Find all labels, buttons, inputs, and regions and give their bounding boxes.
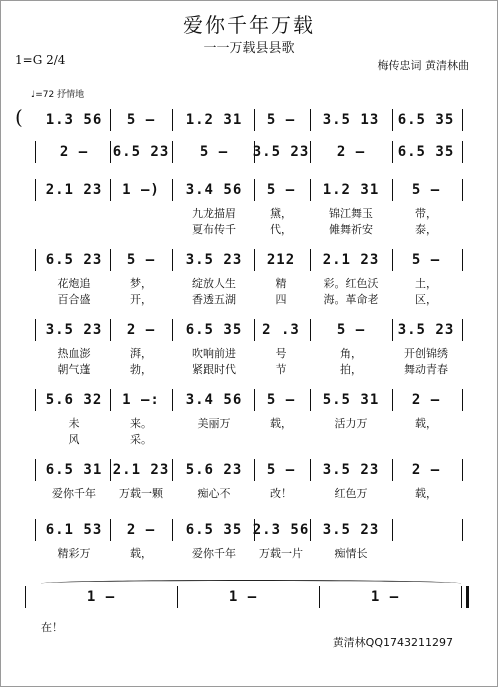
measure: 3.5 23	[322, 522, 380, 538]
measure: 3.5 23	[185, 252, 243, 268]
barline	[462, 179, 463, 201]
lyric: 吹响前进	[192, 347, 236, 360]
lyric: 节	[275, 363, 287, 376]
lyrics-line-2	[1, 431, 499, 447]
barline	[310, 459, 311, 481]
lyric: 来。	[130, 417, 152, 430]
measure: 2.1 23	[112, 462, 170, 478]
barline	[35, 459, 36, 481]
lyrics-line-1	[1, 485, 499, 501]
intro-paren: (	[15, 105, 23, 129]
lyric: 黛，	[270, 207, 292, 220]
measure	[393, 517, 459, 543]
lyric: 土，	[415, 277, 437, 290]
notes-row	[1, 517, 499, 543]
lyric: 彩。红色沃	[323, 277, 379, 290]
measure: 5 –	[266, 392, 296, 408]
lyric: 泰，	[415, 223, 437, 236]
lyric: 锦江舞玉	[329, 207, 373, 220]
measure: 5 –	[411, 252, 441, 268]
notes-row	[1, 457, 499, 483]
barline	[35, 319, 36, 341]
measure: 2.3 56	[252, 522, 310, 538]
final-barline	[461, 586, 462, 608]
final-barline-thick	[466, 586, 469, 608]
lyric: 精彩万	[57, 547, 91, 560]
barline	[462, 249, 463, 271]
barline	[172, 141, 173, 163]
measure: 5 –	[126, 252, 156, 268]
credits: 梅传忠词 黄清林曲	[377, 59, 469, 72]
barline	[35, 141, 36, 163]
lyric: 载，	[415, 487, 437, 500]
barline	[177, 586, 178, 608]
measure: 3.4 56	[185, 392, 243, 408]
lyric: 活力万	[334, 417, 368, 430]
measure: 6.5 35	[397, 144, 455, 160]
lyric: 带，	[415, 207, 437, 220]
lyric: 紧跟时代	[192, 363, 236, 376]
measure: 5 –	[266, 112, 296, 128]
lyrics-line-2	[1, 561, 499, 577]
lyrics-line-2	[1, 501, 499, 517]
measure: 1.2 31	[185, 112, 243, 128]
lyric: 热血澎	[57, 347, 91, 360]
lyric: 海。革命老	[323, 293, 379, 306]
key-signature: 1=G 2/4	[15, 53, 66, 67]
barline	[110, 249, 111, 271]
measure: 5.5 31	[322, 392, 380, 408]
lyric: 区，	[415, 293, 437, 306]
measure: 2 –	[126, 322, 156, 338]
barline	[172, 179, 173, 201]
ending-lyric: 在！	[41, 621, 63, 634]
measure: 1.2 31	[322, 182, 380, 198]
barline	[110, 459, 111, 481]
lyrics-line-1	[1, 205, 499, 221]
barline	[462, 319, 463, 341]
barline	[319, 586, 320, 608]
measure: 5.6 32	[45, 392, 103, 408]
barline	[110, 519, 111, 541]
measure: 2 –	[59, 144, 89, 160]
notes-row	[1, 177, 499, 203]
barline	[462, 141, 463, 163]
measure: 1 –:	[122, 392, 160, 408]
lyrics-line-2	[1, 221, 499, 237]
measure: 1.3 56	[45, 112, 103, 128]
measure: 3.5 23	[322, 462, 380, 478]
lyric: 痴心不	[197, 487, 231, 500]
measure: 2.1 23	[45, 182, 103, 198]
notes-row	[1, 387, 499, 413]
lyric: 号	[275, 347, 287, 360]
measure: 212	[266, 252, 296, 268]
measure: 6.5 35	[185, 522, 243, 538]
lyrics-line-1	[1, 415, 499, 431]
tempo-marking: ♩=72 抒情地	[31, 90, 85, 100]
lyric: 傩舞祈安	[329, 223, 373, 236]
lyrics-line-2	[1, 361, 499, 377]
lyric: 红色万	[334, 487, 368, 500]
barline	[310, 179, 311, 201]
lyric: 九龙描眉	[192, 207, 236, 220]
measure: 2 –	[336, 144, 366, 160]
barline	[310, 141, 311, 163]
barline	[110, 179, 111, 201]
barline	[310, 109, 311, 131]
measure: 5 –	[126, 112, 156, 128]
measure: 3.4 56	[185, 182, 243, 198]
lyric: 湃，	[130, 347, 152, 360]
lyric: 万载一颗	[119, 487, 163, 500]
lyric: 风	[68, 433, 80, 446]
barline	[172, 519, 173, 541]
lyric: 开，	[130, 293, 152, 306]
measure: 5 –	[199, 144, 229, 160]
barline	[110, 319, 111, 341]
lyric: 载，	[270, 417, 292, 430]
measure: 2 –	[126, 522, 156, 538]
measure: 3.5 23	[45, 322, 103, 338]
lyric: 梦，	[130, 277, 152, 290]
barline	[25, 586, 26, 608]
ending-measure-2: 1 –	[228, 589, 258, 605]
lyric: 开创锦绣	[404, 347, 448, 360]
lyric: 舞动青春	[404, 363, 448, 376]
lyric: 采。	[130, 433, 152, 446]
lyric: 花炮追	[57, 277, 91, 290]
measure: 6.5 35	[397, 112, 455, 128]
lyric: 香透五湖	[192, 293, 236, 306]
ending-measure-1: 1 –	[86, 589, 116, 605]
barline	[35, 519, 36, 541]
lyric: 痴情长	[334, 547, 368, 560]
measure: 2 –	[411, 462, 441, 478]
measure: 3.5 13	[322, 112, 380, 128]
barline	[172, 389, 173, 411]
lyric: 美丽万	[197, 417, 231, 430]
lyric: 角，	[340, 347, 362, 360]
measure: 2 –	[411, 392, 441, 408]
measure: 1 –)	[122, 182, 160, 198]
lyric: 朝气蓬	[57, 363, 91, 376]
notes-row	[1, 247, 499, 273]
lyric: 绽放人生	[192, 277, 236, 290]
measure: 6.5 35	[185, 322, 243, 338]
song-title: 爱你千年万载	[183, 13, 315, 37]
barline	[35, 389, 36, 411]
song-subtitle: 一一万载县县歌	[203, 41, 295, 56]
measure: 3.5 23	[252, 144, 310, 160]
measure: 6.5 31	[45, 462, 103, 478]
lyric: 夏布传千	[192, 223, 236, 236]
barline	[462, 389, 463, 411]
measure: 5 –	[336, 322, 366, 338]
lyric: 拍，	[340, 363, 362, 376]
measure: 5 –	[411, 182, 441, 198]
lyric: 未	[68, 417, 80, 430]
notes-row	[1, 107, 499, 133]
lyrics-line-1	[1, 545, 499, 561]
lyric: 改！	[270, 487, 292, 500]
barline	[172, 249, 173, 271]
lyric: 百合盛	[57, 293, 91, 306]
measure: 6.5 23	[112, 144, 170, 160]
barline	[310, 519, 311, 541]
barline	[462, 459, 463, 481]
lyric: 载，	[415, 417, 437, 430]
measure: 3.5 23	[397, 322, 455, 338]
measure: 6.1 53	[45, 522, 103, 538]
lyric: 四	[275, 293, 287, 306]
lyric: 万载一片	[259, 547, 303, 560]
footer-credit: 黄清林QQ1743211297	[332, 636, 453, 649]
barline	[310, 319, 311, 341]
barline	[110, 109, 111, 131]
lyric: 爱你千年	[52, 487, 96, 500]
barline	[35, 179, 36, 201]
lyric: 爱你千年	[192, 547, 236, 560]
barline	[172, 319, 173, 341]
barline	[462, 519, 463, 541]
barline	[310, 249, 311, 271]
measure: 6.5 23	[45, 252, 103, 268]
lyric: 精	[275, 277, 287, 290]
lyrics-line-1	[1, 275, 499, 291]
measure: 5 –	[266, 462, 296, 478]
measure: 2.1 23	[322, 252, 380, 268]
measure: 2 .3	[262, 322, 300, 338]
notes-row	[1, 317, 499, 343]
lyrics-line-2	[1, 291, 499, 307]
notes-row	[1, 139, 499, 165]
barline	[462, 109, 463, 131]
barline	[110, 389, 111, 411]
measure: 5.6 23	[185, 462, 243, 478]
barline	[110, 141, 111, 163]
lyric: 勃，	[130, 363, 152, 376]
measure: 5 –	[266, 182, 296, 198]
barline	[172, 459, 173, 481]
ending-measure-3: 1 –	[370, 589, 400, 605]
lyrics-line-1	[1, 345, 499, 361]
barline	[310, 389, 311, 411]
barline	[172, 109, 173, 131]
barline	[35, 249, 36, 271]
lyric: 载，	[130, 547, 152, 560]
lyric: 代，	[270, 223, 292, 236]
